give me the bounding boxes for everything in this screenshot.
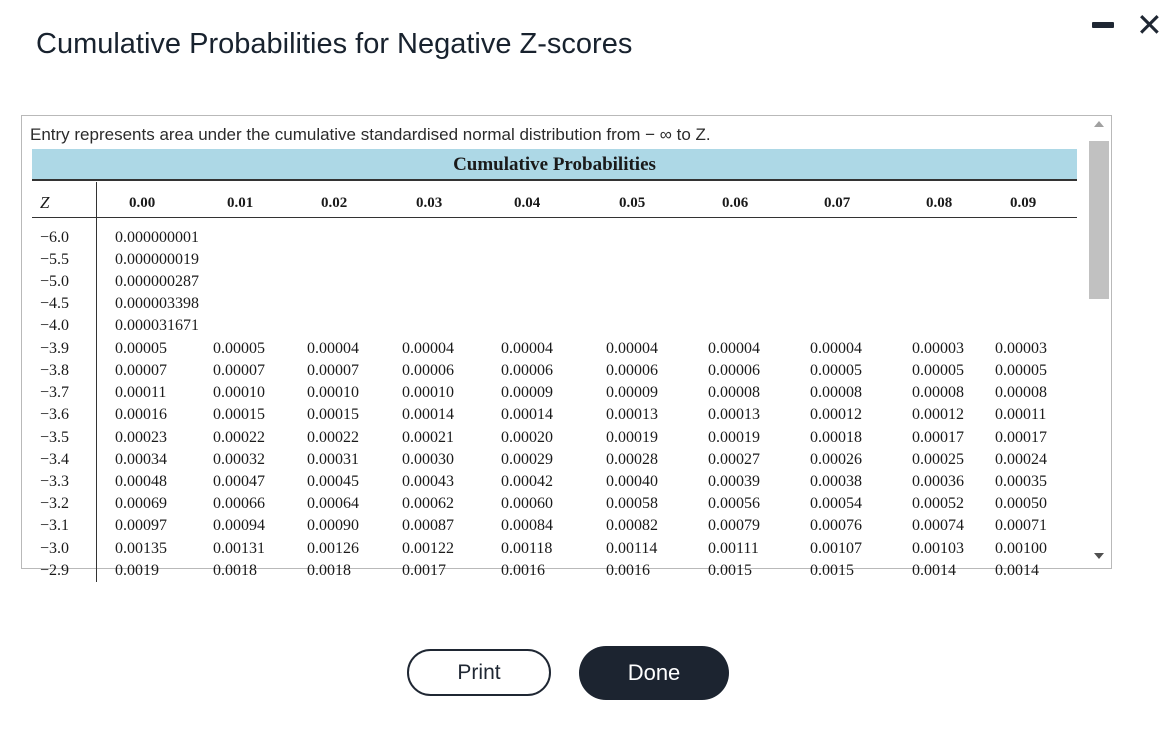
probability-cell: 0.00010 — [213, 384, 265, 401]
probability-cell: 0.00007 — [213, 362, 265, 379]
z-value: −3.1 — [40, 517, 70, 534]
probability-cell: 0.00045 — [307, 473, 359, 490]
probability-cell: 0.00008 — [708, 384, 760, 401]
z-value: −3.6 — [40, 406, 70, 423]
probability-cell: 0.000000287 — [115, 273, 199, 290]
z-value: −5.5 — [40, 251, 70, 268]
table-row — [22, 384, 1082, 406]
probability-cell: 0.00056 — [708, 495, 760, 512]
table-band — [32, 149, 1077, 181]
probability-cell: 0.00126 — [307, 540, 359, 557]
scrollbar[interactable] — [1087, 116, 1111, 568]
probability-cell: 0.00118 — [501, 540, 553, 557]
probability-cell: 0.00003 — [912, 340, 964, 357]
probability-cell: 0.00084 — [501, 517, 553, 534]
probability-cell: 0.00004 — [708, 340, 760, 357]
probability-cell: 0.00011 — [115, 384, 167, 401]
probability-cell: 0.00013 — [708, 406, 760, 423]
z-value: −3.0 — [40, 540, 70, 557]
probability-cell: 0.00007 — [115, 362, 167, 379]
probability-cell: 0.0018 — [213, 562, 257, 579]
probability-cell: 0.00039 — [708, 473, 760, 490]
z-column-header: Z — [40, 193, 50, 212]
probability-cell: 0.00030 — [402, 451, 454, 468]
probability-cell: 0.00004 — [606, 340, 658, 357]
z-value: −3.8 — [40, 362, 70, 379]
probability-cell: 0.00010 — [307, 384, 359, 401]
probability-cell: 0.00074 — [912, 517, 964, 534]
probability-cell: 0.00019 — [606, 429, 658, 446]
probability-cell: 0.00015 — [307, 406, 359, 423]
probability-cell: 0.00042 — [501, 473, 553, 490]
probability-cell: 0.00026 — [810, 451, 862, 468]
probability-cell: 0.00022 — [213, 429, 265, 446]
probability-cell: 0.0017 — [402, 562, 446, 579]
probability-cell: 0.00004 — [810, 340, 862, 357]
column-header: 0.09 — [1010, 195, 1037, 211]
probability-cell: 0.00034 — [115, 451, 167, 468]
table-row — [22, 495, 1082, 517]
probability-cell: 0.00052 — [912, 495, 964, 512]
probability-cell: 0.00036 — [912, 473, 964, 490]
table-row — [22, 317, 1082, 339]
table-row — [22, 295, 1082, 317]
probability-cell: 0.00009 — [501, 384, 553, 401]
probability-cell: 0.00016 — [115, 406, 167, 423]
probability-cell: 0.00040 — [606, 473, 658, 490]
column-header: 0.06 — [722, 195, 749, 211]
probability-cell: 0.00013 — [606, 406, 658, 423]
column-header: 0.03 — [416, 195, 443, 211]
table-row — [22, 562, 1082, 584]
probability-cell: 0.00027 — [708, 451, 760, 468]
probability-cell: 0.0014 — [995, 562, 1039, 579]
probability-cell: 0.00010 — [402, 384, 454, 401]
probability-cell: 0.00031 — [307, 451, 359, 468]
dialog-title: Cumulative Probabilities for Negative Z-scores — [36, 28, 633, 60]
probability-cell: 0.00035 — [995, 473, 1047, 490]
probability-cell: 0.00005 — [912, 362, 964, 379]
probability-cell: 0.00062 — [402, 495, 454, 512]
probability-cell: 0.00060 — [501, 495, 553, 512]
probability-cell: 0.00071 — [995, 517, 1047, 534]
band-title: Cumulative Probabilities — [453, 154, 656, 175]
probability-cell: 0.00097 — [115, 517, 167, 534]
probability-cell: 0.0016 — [606, 562, 650, 579]
table-row — [22, 273, 1082, 295]
probability-cell: 0.00018 — [810, 429, 862, 446]
table-row — [22, 251, 1082, 273]
probability-cell: 0.00012 — [810, 406, 862, 423]
probability-cell: 0.00048 — [115, 473, 167, 490]
close-icon[interactable]: ✕ — [1136, 7, 1163, 43]
probability-cell: 0.00008 — [912, 384, 964, 401]
probability-cell: 0.00100 — [995, 540, 1047, 557]
table-row — [22, 229, 1082, 251]
probability-cell: 0.00005 — [115, 340, 167, 357]
column-header: 0.04 — [514, 195, 541, 211]
probability-cell: 0.00022 — [307, 429, 359, 446]
probability-cell: 0.00032 — [213, 451, 265, 468]
probability-cell: 0.00006 — [708, 362, 760, 379]
column-header: 0.00 — [129, 195, 156, 211]
probability-cell: 0.00009 — [606, 384, 658, 401]
z-value: −4.0 — [40, 317, 70, 334]
probability-cell: 0.00082 — [606, 517, 658, 534]
table-panel[interactable] — [21, 115, 1112, 579]
probability-cell: 0.0014 — [912, 562, 956, 579]
probability-cell: 0.00011 — [995, 406, 1047, 423]
probability-cell: 0.00028 — [606, 451, 658, 468]
probability-cell: 0.00014 — [402, 406, 454, 423]
probability-cell: 0.00019 — [708, 429, 760, 446]
probability-cell: 0.000000001 — [115, 229, 199, 246]
probability-cell: 0.00047 — [213, 473, 265, 490]
probability-cell: 0.00014 — [501, 406, 553, 423]
scroll-down-arrow-icon[interactable] — [1094, 553, 1104, 559]
probability-cell: 0.00038 — [810, 473, 862, 490]
table-row — [22, 340, 1082, 362]
table-row — [22, 406, 1082, 428]
probability-cell: 0.00111 — [708, 540, 759, 557]
probability-cell: 0.00135 — [115, 540, 167, 557]
probability-cell: 0.00005 — [810, 362, 862, 379]
probability-cell: 0.00131 — [213, 540, 265, 557]
probability-cell: 0.00004 — [307, 340, 359, 357]
done-button[interactable]: Done — [579, 646, 729, 700]
probability-cell: 0.000000019 — [115, 251, 199, 268]
probability-cell: 0.0015 — [708, 562, 752, 579]
probability-cell: 0.00012 — [912, 406, 964, 423]
z-value: −3.9 — [40, 340, 70, 357]
probability-cell: 0.00090 — [307, 517, 359, 534]
probability-cell: 0.00004 — [501, 340, 553, 357]
header-rule — [32, 217, 1077, 218]
table-caption: Entry represents area under the cumulative standardised normal distribution from − ∞ to Z. — [30, 125, 711, 144]
probability-cell: 0.00029 — [501, 451, 553, 468]
probability-cell: 0.00008 — [810, 384, 862, 401]
probability-cell: 0.0019 — [115, 562, 159, 579]
table-row — [22, 540, 1082, 562]
probability-cell: 0.00015 — [213, 406, 265, 423]
probability-cell: 0.00087 — [402, 517, 454, 534]
z-value: −4.5 — [40, 295, 70, 312]
probability-cell: 0.00005 — [213, 340, 265, 357]
probability-cell: 0.00021 — [402, 429, 454, 446]
probability-cell: 0.00006 — [606, 362, 658, 379]
probability-cell: 0.00007 — [307, 362, 359, 379]
z-value: −3.4 — [40, 451, 70, 468]
probability-cell: 0.00122 — [402, 540, 454, 557]
probability-cell: 0.00003 — [995, 340, 1047, 357]
column-header: 0.01 — [227, 195, 254, 211]
z-value: −6.0 — [40, 229, 70, 246]
probability-cell: 0.00024 — [995, 451, 1047, 468]
probability-cell: 0.00006 — [501, 362, 553, 379]
table-row — [22, 473, 1082, 495]
probability-cell: 0.00025 — [912, 451, 964, 468]
probability-cell: 0.00064 — [307, 495, 359, 512]
probability-cell: 0.00069 — [115, 495, 167, 512]
table-row — [22, 362, 1082, 384]
z-value: −3.2 — [40, 495, 70, 512]
probability-cell: 0.00008 — [995, 384, 1047, 401]
probability-cell: 0.00103 — [912, 540, 964, 557]
column-header: 0.02 — [321, 195, 348, 211]
probability-cell: 0.00094 — [213, 517, 265, 534]
probability-cell: 0.0016 — [501, 562, 545, 579]
probability-cell: 0.000031671 — [115, 317, 199, 334]
probability-cell: 0.00114 — [606, 540, 658, 557]
probability-cell: 0.0018 — [307, 562, 351, 579]
z-value: −2.9 — [40, 562, 70, 579]
minimize-icon[interactable] — [1092, 22, 1114, 28]
probability-cell: 0.00023 — [115, 429, 167, 446]
z-value: −5.0 — [40, 273, 70, 290]
column-header: 0.08 — [926, 195, 953, 211]
table-row — [22, 451, 1082, 473]
column-header: 0.05 — [619, 195, 646, 211]
table-row — [22, 429, 1082, 451]
z-value: −3.5 — [40, 429, 70, 446]
probability-cell: 0.00107 — [810, 540, 862, 557]
probability-cell: 0.000003398 — [115, 295, 199, 312]
probability-cell: 0.00004 — [402, 340, 454, 357]
probability-cell: 0.00005 — [995, 362, 1047, 379]
probability-cell: 0.00006 — [402, 362, 454, 379]
scrollbar-thumb[interactable] — [1089, 141, 1109, 299]
probability-cell: 0.00076 — [810, 517, 862, 534]
table-row — [22, 517, 1082, 539]
probability-cell: 0.00017 — [995, 429, 1047, 446]
probability-cell: 0.00017 — [912, 429, 964, 446]
scroll-up-arrow-icon[interactable] — [1094, 121, 1104, 127]
probability-cell: 0.00020 — [501, 429, 553, 446]
print-button[interactable]: Print — [407, 649, 551, 696]
probability-cell: 0.00058 — [606, 495, 658, 512]
probability-cell: 0.00066 — [213, 495, 265, 512]
probability-cell: 0.00043 — [402, 473, 454, 490]
probability-cell: 0.00054 — [810, 495, 862, 512]
probability-cell: 0.00079 — [708, 517, 760, 534]
probability-cell: 0.0015 — [810, 562, 854, 579]
z-value: −3.7 — [40, 384, 70, 401]
z-value: −3.3 — [40, 473, 70, 490]
column-header: 0.07 — [824, 195, 851, 211]
probability-cell: 0.00050 — [995, 495, 1047, 512]
